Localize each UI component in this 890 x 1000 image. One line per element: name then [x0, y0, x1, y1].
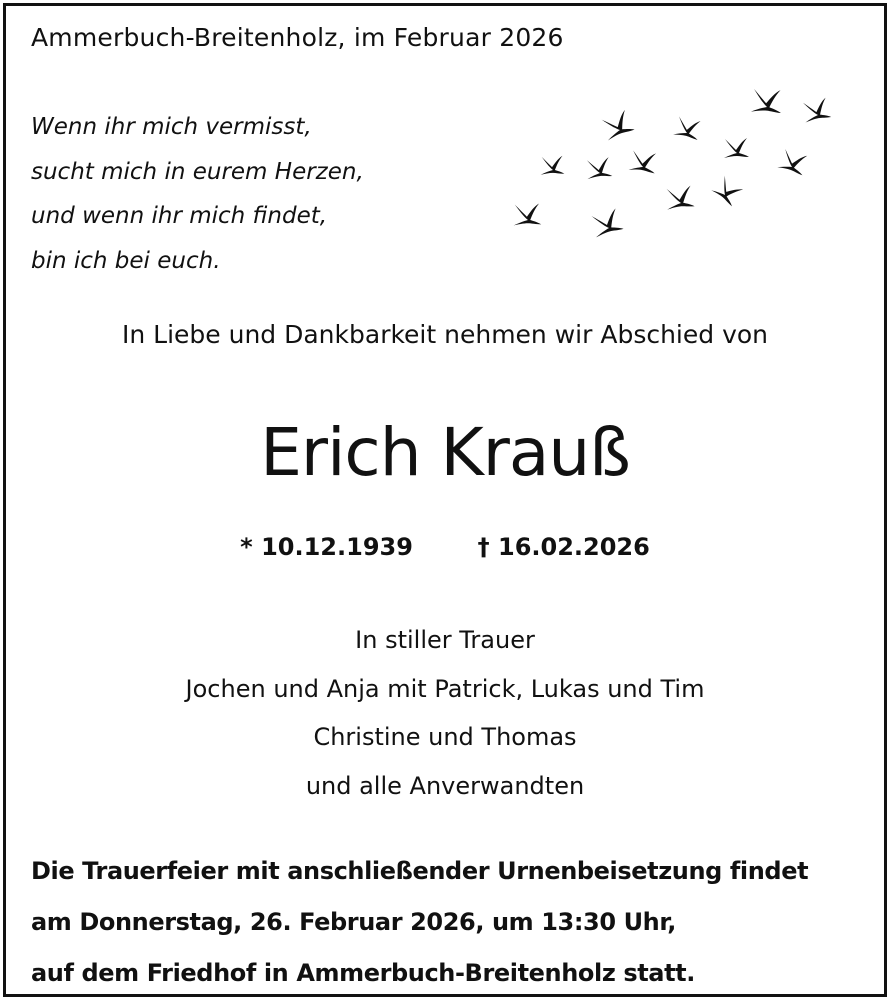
poem-line: sucht mich in eurem Herzen,: [31, 158, 364, 185]
intro-text: In Liebe und Dankbarkeit nehmen wir Abschied von: [121, 320, 769, 349]
death-symbol: †: [477, 533, 490, 561]
poem-line: Wenn ihr mich vermisst,: [31, 114, 312, 140]
mourners-list: [0, 616, 890, 810]
life-dates: [0, 533, 890, 561]
poem-line: bin ich bei euch.: [31, 247, 221, 274]
birth-symbol: *: [240, 533, 253, 561]
birth-date: 10.12.1939: [261, 533, 413, 561]
deceased-name: Erich Krauß: [260, 414, 630, 491]
flying-birds-icon: [505, 85, 850, 250]
poem: [31, 105, 364, 283]
place-date: Ammerbuch-Breitenholz, im Februar 2026: [31, 23, 564, 52]
mourners-line: Christine und Thomas: [313, 723, 577, 751]
death-date: 16.02.2026: [498, 533, 650, 561]
service-line: auf dem Friedhof in Ammerbuch-Breitenholz statt.: [31, 959, 695, 987]
mourners-line: In stiller Trauer: [355, 626, 535, 654]
service-line: am Donnerstag, 26. Februar 2026, um 13:30 Uhr,: [31, 908, 676, 936]
service-line: Die Trauerfeier mit anschließender Urnenbeisetzung findet: [31, 857, 809, 885]
mourners-line: Jochen und Anja mit Patrick, Lukas und Tim: [185, 674, 705, 703]
poem-line: und wenn ihr mich findet,: [31, 203, 328, 229]
mourners-line: und alle Anverwandten: [305, 771, 585, 800]
service-info: [31, 846, 808, 999]
